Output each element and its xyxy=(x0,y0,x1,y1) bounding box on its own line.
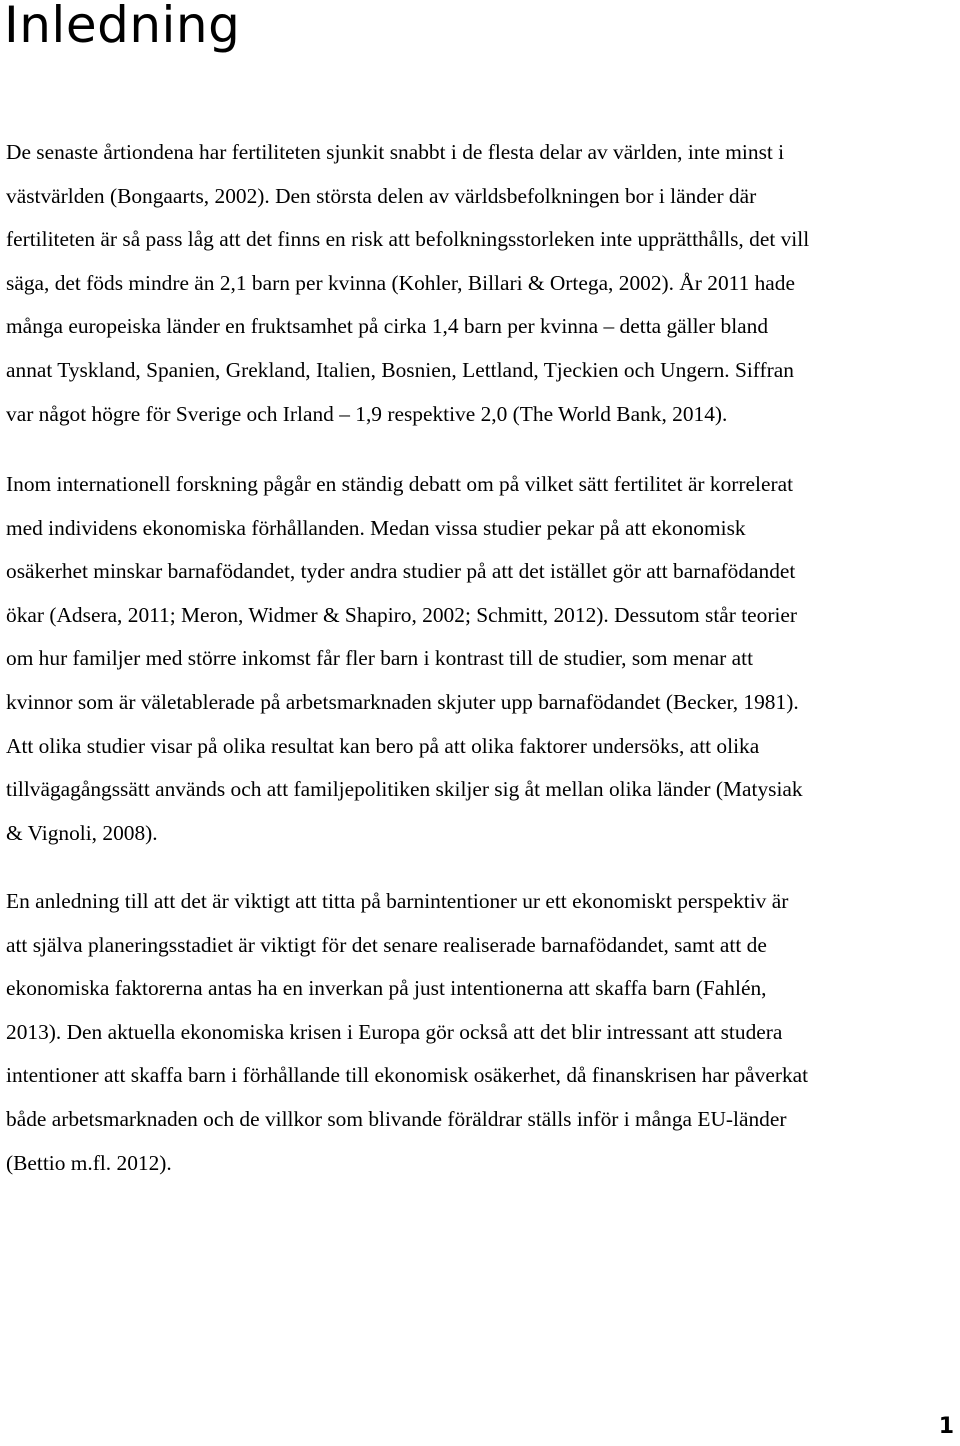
text-line: annat Tyskland, Spanien, Grekland, Italien, Bosnien, Lettland, Tjeckien och Ungern. Siffran xyxy=(6,357,794,382)
text-line: intentioner att skaffa barn i förhållande till ekonomisk osäkerhet, då finanskrisen har påverkat xyxy=(6,1063,809,1088)
paragraph-1 xyxy=(6,131,956,436)
text-line: med individens ekonomiska förhållanden. Medan vissa studier pekar på att ekonomisk xyxy=(6,515,746,540)
text-line: om hur familjer med större inkomst får fler barn i kontrast till de studier, som menar att xyxy=(6,646,754,671)
text-line: säga, det föds mindre än 2,1 barn per kvinna (Kohler, Billari & Ortega, 2002). År 2011 hade xyxy=(6,270,795,295)
text-line: att själva planeringsstadiet är viktigt för det senare realiserade barnafödandet, samt att de xyxy=(6,932,767,957)
page-heading: Inledning xyxy=(4,0,241,54)
text-line: ekonomiska faktorerna antas ha en inverkan på just intentionerna att skaffa barn (Fahlén, xyxy=(6,976,767,1001)
page-number: 1 xyxy=(938,1414,954,1439)
text-line: kvinnor som är väletablerade på arbetsmarknaden skjuter upp barnafödandet (Becker, 1981). xyxy=(6,689,799,714)
text-line: De senaste årtiondena har fertiliteten sjunkit snabbt i de flesta delar av världen, inte minst i xyxy=(6,140,785,164)
text-line: Inom internationell forskning pågår en ständig debatt om på vilket sätt fertilitet är korrelerat xyxy=(6,472,794,496)
text-line: både arbetsmarknaden och de villkor som blivande föräldrar ställs inför i många EU-länder xyxy=(6,1106,787,1131)
text-line: Att olika studier visar på olika resultat kan bero på att olika faktorer undersöks, att olika xyxy=(6,733,760,758)
text-line: En anledning till att det är viktigt att titta på barnintentioner ur ett ekonomiskt perspektiv är xyxy=(6,889,789,913)
paragraph-3 xyxy=(6,880,956,1185)
text-line: fertiliteten är så pass låg att det finns en risk att befolkningsstorleken inte upprätthålls, det vill xyxy=(6,227,810,252)
text-line: tillvägagångssätt används och att familjepolitiken skiljer sig åt mellan olika länder (Matysiak xyxy=(6,777,803,802)
text-line: västvärlden (Bongaarts, 2002). Den största delen av världsbefolkningen bor i länder där xyxy=(6,183,757,208)
text-line: många europeiska länder en fruktsamhet på cirka 1,4 barn per kvinna – detta gäller bland xyxy=(6,314,769,339)
paragraph-2 xyxy=(6,463,956,855)
text-line: 2013). Den aktuella ekonomiska krisen i Europa gör också att det blir intressant att studera xyxy=(6,1019,783,1044)
text-line: & Vignoli, 2008). xyxy=(6,820,158,845)
text-line: (Bettio m.fl. 2012). xyxy=(6,1150,172,1175)
text-line: ökar (Adsera, 2011; Meron, Widmer & Shapiro, 2002; Schmitt, 2012). Dessutom står teorier xyxy=(6,602,798,627)
text-line: osäkerhet minskar barnafödandet, tyder andra studier på att det istället gör att barnafödandet xyxy=(6,559,796,584)
text-line: var något högre för Sverige och Irland – 1,9 respektive 2,0 (The World Bank, 2014). xyxy=(6,401,728,426)
